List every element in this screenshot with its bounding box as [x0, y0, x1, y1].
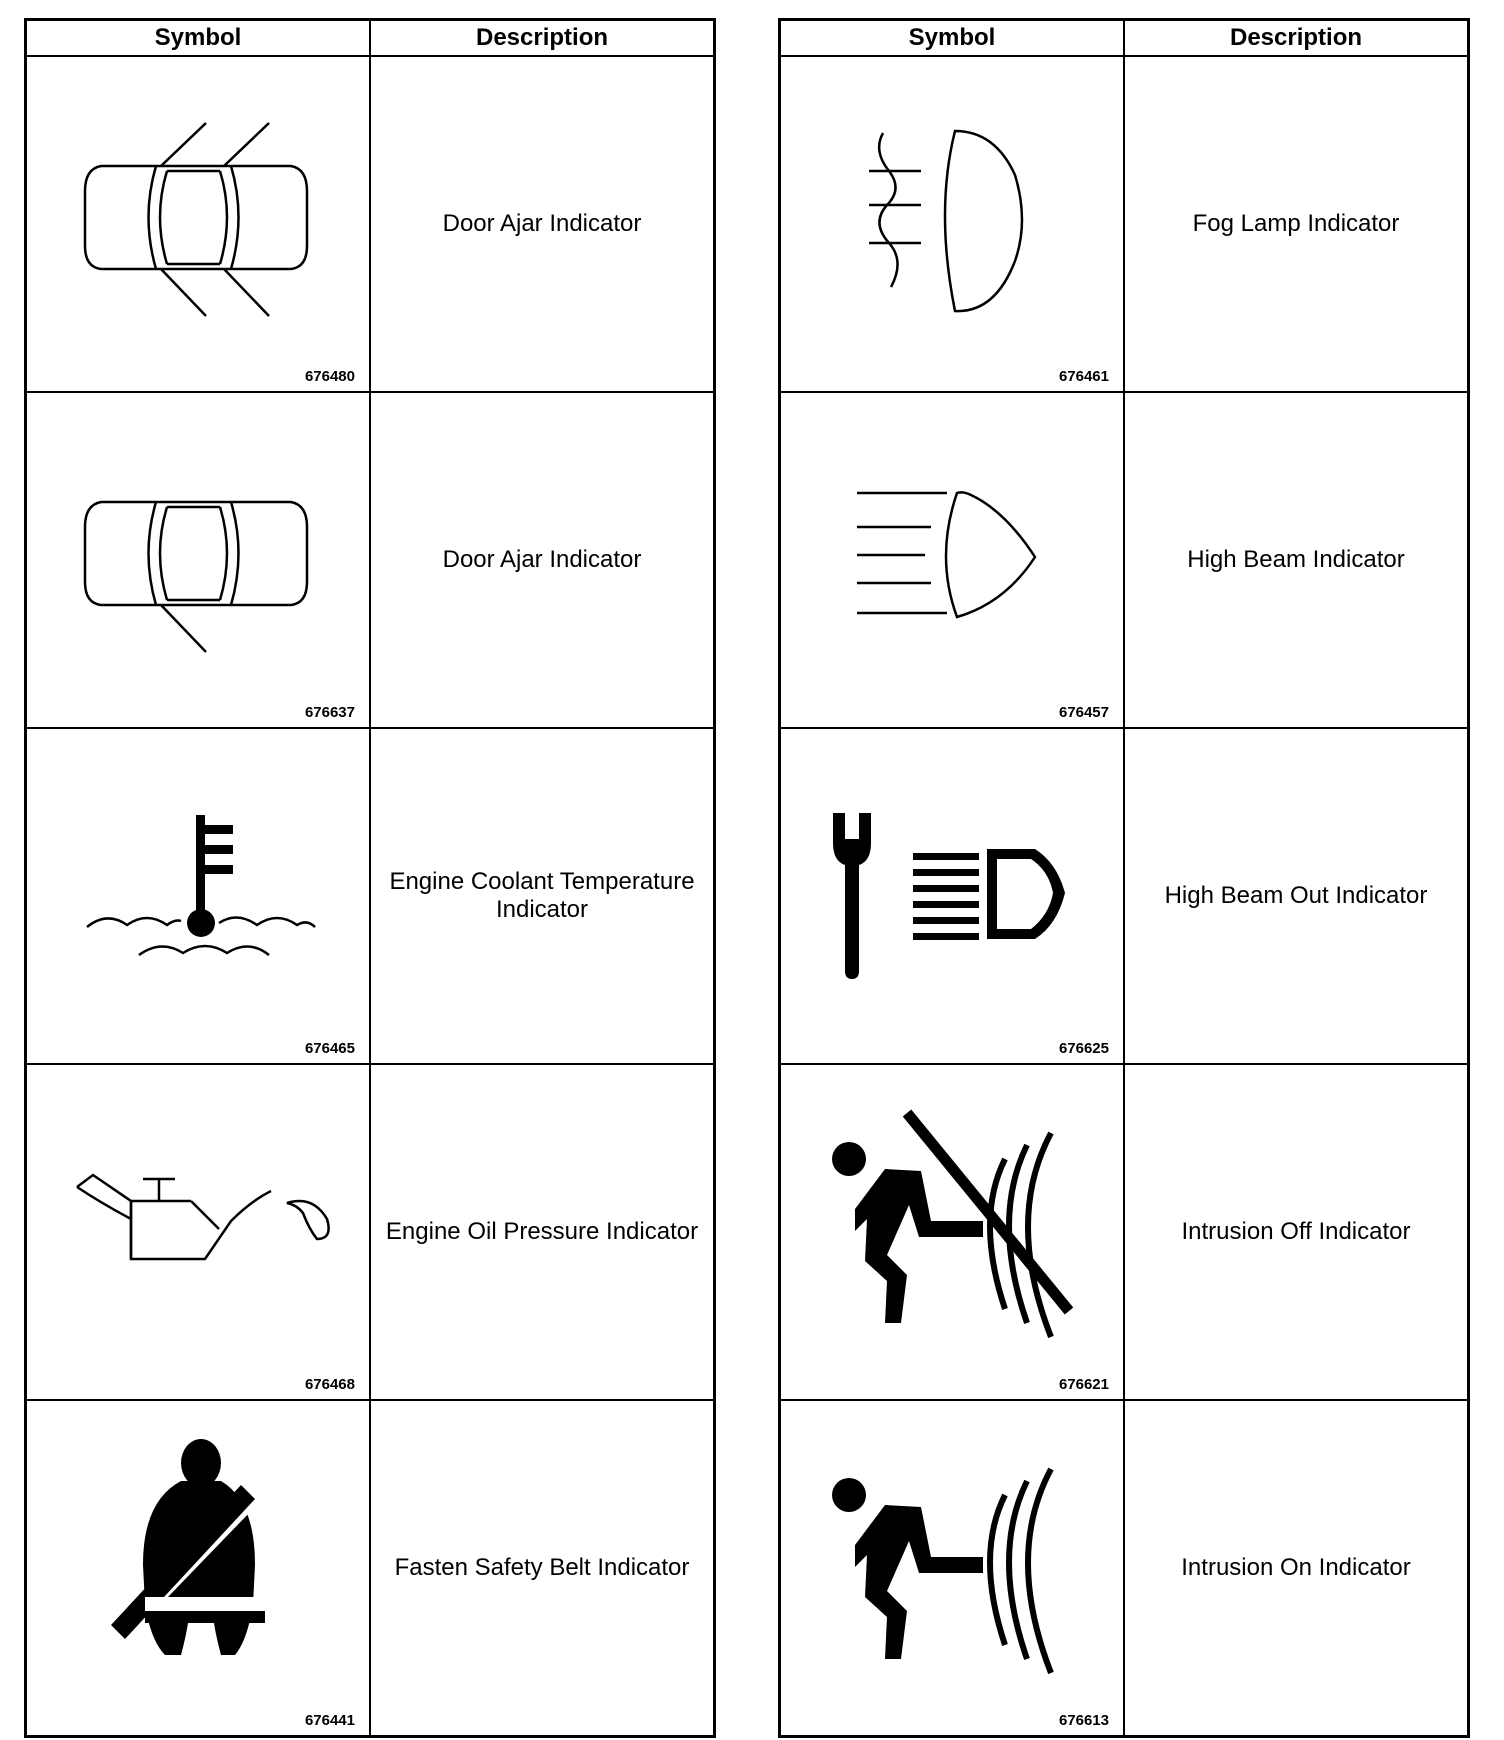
- symbol-cell: [780, 392, 1125, 728]
- description-column-header: Description: [1124, 20, 1469, 57]
- description-cell: Intrusion On Indicator: [1124, 1400, 1469, 1737]
- symbol-cell: [26, 728, 371, 1064]
- description-cell: Intrusion Off Indicator: [1124, 1064, 1469, 1400]
- table-header-row: [26, 20, 715, 57]
- symbol-cell: [26, 392, 371, 728]
- table-row: [26, 392, 715, 728]
- symbol-code: 676621: [1058, 1376, 1109, 1393]
- symbol-code: 676625: [1058, 1040, 1109, 1057]
- symbol-code: 676465: [304, 1040, 355, 1057]
- description-column-header: Description: [370, 20, 715, 57]
- fog-lamp-icon: [795, 71, 1107, 371]
- description-cell: Door Ajar Indicator: [370, 56, 715, 392]
- symbol-code: 676441: [304, 1712, 355, 1729]
- seat-belt-icon: [41, 1415, 353, 1715]
- description-cell: Engine Coolant Temperature Indicator: [370, 728, 715, 1064]
- table-row: [780, 728, 1469, 1064]
- symbol-code: 676461: [1058, 368, 1109, 385]
- description-cell: High Beam Indicator: [1124, 392, 1469, 728]
- symbol-code: 676457: [1058, 704, 1109, 721]
- description-cell: Engine Oil Pressure Indicator: [370, 1064, 715, 1400]
- intrusion-on-icon: [795, 1415, 1107, 1715]
- symbol-cell: [780, 56, 1125, 392]
- left-symbol-table: [24, 18, 716, 1738]
- intrusion-off-icon: [795, 1079, 1107, 1379]
- description-cell: Fog Lamp Indicator: [1124, 56, 1469, 392]
- table-row: [26, 1400, 715, 1737]
- symbol-cell: [26, 56, 371, 392]
- symbol-code: 676613: [1058, 1712, 1109, 1729]
- table-row: [780, 56, 1469, 392]
- engine-coolant-temperature-icon: [41, 743, 353, 1043]
- high-beam-out-icon: [795, 743, 1107, 1043]
- table-row: [780, 1064, 1469, 1400]
- symbol-cell: [780, 1400, 1125, 1737]
- table-row: [780, 392, 1469, 728]
- table-row: [26, 1064, 715, 1400]
- table-header-row: [780, 20, 1469, 57]
- symbol-code: 676637: [304, 704, 355, 721]
- door-ajar-one-door-icon: [41, 407, 353, 707]
- description-cell: Fasten Safety Belt Indicator: [370, 1400, 715, 1737]
- table-row: [26, 728, 715, 1064]
- symbol-column-header: Symbol: [780, 20, 1125, 57]
- table-row: [26, 56, 715, 392]
- symbol-cell: [26, 1400, 371, 1737]
- symbol-column-header: Symbol: [26, 20, 371, 57]
- symbol-code: 676468: [304, 1376, 355, 1393]
- right-symbol-table: [778, 18, 1470, 1738]
- table-row: [780, 1400, 1469, 1737]
- symbol-code: 676480: [304, 368, 355, 385]
- description-cell: High Beam Out Indicator: [1124, 728, 1469, 1064]
- oil-can-icon: [41, 1079, 353, 1379]
- high-beam-icon: [795, 407, 1107, 707]
- symbol-cell: [780, 1064, 1125, 1400]
- door-ajar-four-doors-icon: [41, 71, 353, 371]
- symbol-cell: [780, 728, 1125, 1064]
- description-cell: Door Ajar Indicator: [370, 392, 715, 728]
- symbol-cell: [26, 1064, 371, 1400]
